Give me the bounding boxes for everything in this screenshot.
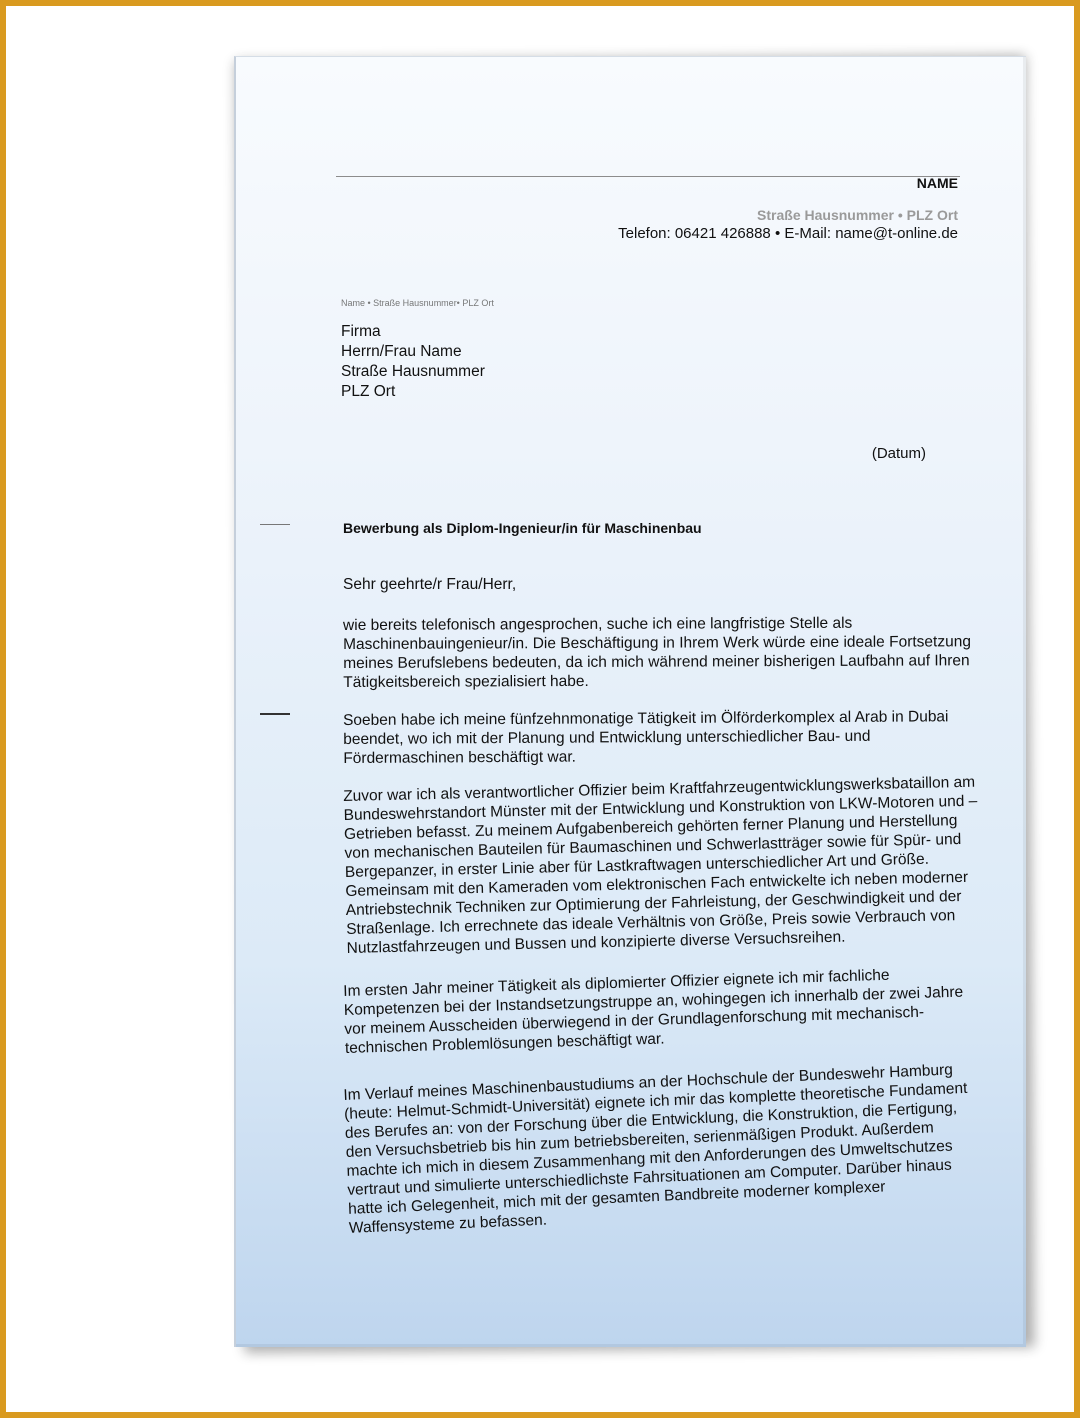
letter-date: (Datum)	[871, 445, 926, 462]
letter-subject: Bewerbung als Diplom-Ingenieur/in für Maschinenbau	[343, 520, 702, 536]
punch-mark	[260, 713, 290, 715]
letter-body	[343, 520, 983, 1257]
fold-mark	[260, 524, 290, 525]
letterhead-address: Straße Hausnummer • PLZ Ort	[757, 207, 958, 223]
salutation: Sehr geehrte/r Frau/Herr,	[343, 576, 517, 593]
recipient-line: PLZ Ort	[341, 383, 396, 400]
letter-page	[234, 56, 1026, 1347]
body-paragraph: Im ersten Jahr meiner Tätigkeit als diplomierter Offizier eignete ich mir fachliche Kompetenzen bei der Instandsetzungstruppe an, wohingegen ich innerhalb der zwei Jahre vor meinem Ausscheiden überwiegend in der Grundlagenforschung mit mechanisch-technischen Problemlösungen beschäftigt war.	[343, 966, 964, 1057]
body-paragraph: Im Verlauf meines Maschinenbaustudiums an der Hochschule der Bundeswehr Hamburg (heute: Helmut-Schmidt-Universität) eignete ich mir das komplette theoretische Fundament des Berufes an: von der Forschung über die Entwicklung, die Konstruktion, die Fertigung, den Versuchsbetrieb bis hin zum betriebsbereiten, serienmäßigen Produkt. Außerdem machte ich mich in diesem Zusammenhang mit den Anforderungen des Umweltschutzes vertraut und simulierte unterschiedlichste Fahrsituationen am Computer. Darüber hinaus hatte ich Gelegenheit, mich mit der gesamten Bandbreite moderner komplexer Waffensysteme zu befassen.	[343, 1061, 968, 1237]
recipient-address	[341, 322, 485, 402]
sender-return-line: Name • Straße Hausnummer• PLZ Ort	[341, 298, 494, 308]
body-paragraph: wie bereits telefonisch angesprochen, suche ich eine langfristige Stelle als Maschinenbauingenieur/in. Die Beschäftigung in Ihrem Werk würde eine ideale Fortsetzung meines Berufslebens bedeuten, da ich mich während meiner bisherigen Laufbahn auf Ihren Tätigkeitsbereich spezialisiert habe.	[343, 614, 971, 691]
body-paragraph: Zuvor war ich als verantwortlicher Offizier beim Kraftfahrzeugentwicklungswerksbataillon am Bundeswehrstandort Münster mit der Entwicklung und Konstruktion von LKW-Motoren und –Getrieben befasst. Zu meinem Aufgabenbereich gehörten ferner Planung und Herstellung von mechanischen Bauteilen für Baumaschinen und Schwerlastträger sowie für Spür- und Bergepanzer, in erster Linie aber für Lastkraftwagen unterschiedlicher Art und Größe. Gemeinsam mit den Kameraden vom elektronischen Fach entwickelte ich neben moderner Antriebstechnik Techniken zur Optimierung der Fahrleistung, der Geschwindigkeit und der Straßenlage. Ich errechnete das ideale Verhältnis von Größe, Preis sowie Verbrauch von Nutzlastfahrzeugen und Bussen und konzipierte diverse Versuchsreihen.	[343, 773, 978, 957]
recipient-line: Herrn/Frau Name	[341, 343, 462, 360]
body-paragraph: Soeben habe ich meine fünfzehnmonatige Tätigkeit im Ölförderkomplex al Arab in Dubai beendet, wo ich mit der Planung und Entwicklung unterschiedlicher Bau- und Fördermaschinen beschäftigt war.	[343, 708, 949, 767]
recipient-line: Straße Hausnummer	[341, 363, 485, 380]
letterhead-name: NAME	[916, 175, 958, 191]
letterhead-contact: Telefon: 06421 426888 • E-Mail: name@t-online.de	[618, 225, 958, 242]
header-rule	[336, 176, 960, 177]
recipient-line: Firma	[341, 323, 381, 340]
